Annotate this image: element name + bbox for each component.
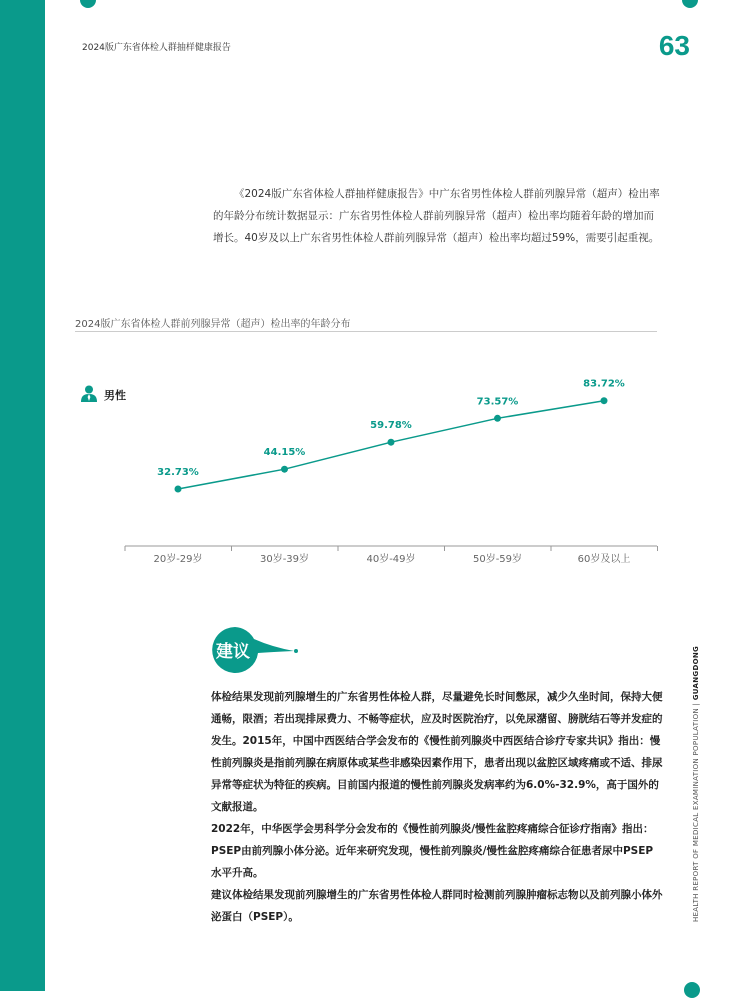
data-label: 83.72% [583,378,625,390]
data-label: 32.73% [157,467,199,478]
side-vertical-caption [692,646,700,922]
legend-label-male: 男性 [104,389,126,402]
data-point [494,415,501,422]
data-label: 73.57% [476,396,519,408]
data-point [388,439,395,446]
x-tick-label: 30岁-39岁 [259,554,310,565]
side-caption-text: HEALTH REPORT OF MEDICAL EXAMINATION POPULATION [692,708,700,922]
decorative-dot [684,982,700,998]
side-caption-separator: | [692,702,700,706]
data-point [175,486,182,493]
advice-section [211,686,666,928]
advice-paragraph-2: 2022年，中华医学会男科学分会发布的《慢性前列腺炎/慢性盆腔疼痛综合征诊疗指南》指出：PSEP由前列腺小体分泌。近年来研究发现，慢性前列腺炎/慢性盆腔疼痛综合征患者尿中PSEP 水平升高。 [211,823,654,879]
page-number: 63 [658,30,690,61]
x-tick-label: 20岁-29岁 [153,554,203,565]
advice-badge-label: 建议 [216,642,250,662]
x-tick-label: 60岁及以上 [577,554,631,565]
intro-paragraph: 《2024版广东省体检人群抽样健康报告》中广东省男性体检人群前列腺异常（超声）检出率的年龄分布统计数据显示：广东省男性体检人群前列腺异常（超声）检出率均随着年龄的增加而增长。40岁及以上广东省男性体检人群前列腺异常（超声）检出率均超过59%，需要引起重视。 [213,188,660,244]
x-tick-label: 40岁-49岁 [366,554,416,565]
data-point [281,466,288,473]
data-label: 44.15% [263,447,306,459]
side-caption-region: GUANGDONG [692,645,700,701]
data-point [601,397,608,404]
advice-badge [210,625,300,679]
x-tick-label: 50岁-59岁 [472,554,523,565]
chart-title: 2024版广东省体检人群前列腺异常（超声）检出率的年龄分布 [75,319,351,330]
advice-paragraph-1: 体检结果发现前列腺增生的广东省男性体检人群，尽量避免长时间憋尿，减少久坐时间，保持大便通畅，限酒；若出现排尿费力、不畅等症状，应及时医院治疗，以免尿潴留、膀胱结石等并发症的发生。2015年，中国中西医结合学会发布的《慢性前列腺炎中西医结合诊疗专家共识》指出：慢性前列腺炎是指前列腺在病原体或某些非感染因素作用下，患者出现以盆腔区域疼痛或不适、排尿异常等症状为特征的疾病。目前国内报道的慢性前列腺炎发病率约为6.0%-32.9%，高于国外的文献报道。 [211,691,663,813]
data-label: 59.78% [370,420,412,432]
header-title: 2024版广东省体检人群抽样健康报告 [82,43,231,53]
advice-paragraph-3: 建议体检结果发现前列腺增生的广东省男性体检人群同时检测前列腺肿瘤标志物以及前列腺小体外泌蛋白（PSEP）。 [211,889,663,923]
